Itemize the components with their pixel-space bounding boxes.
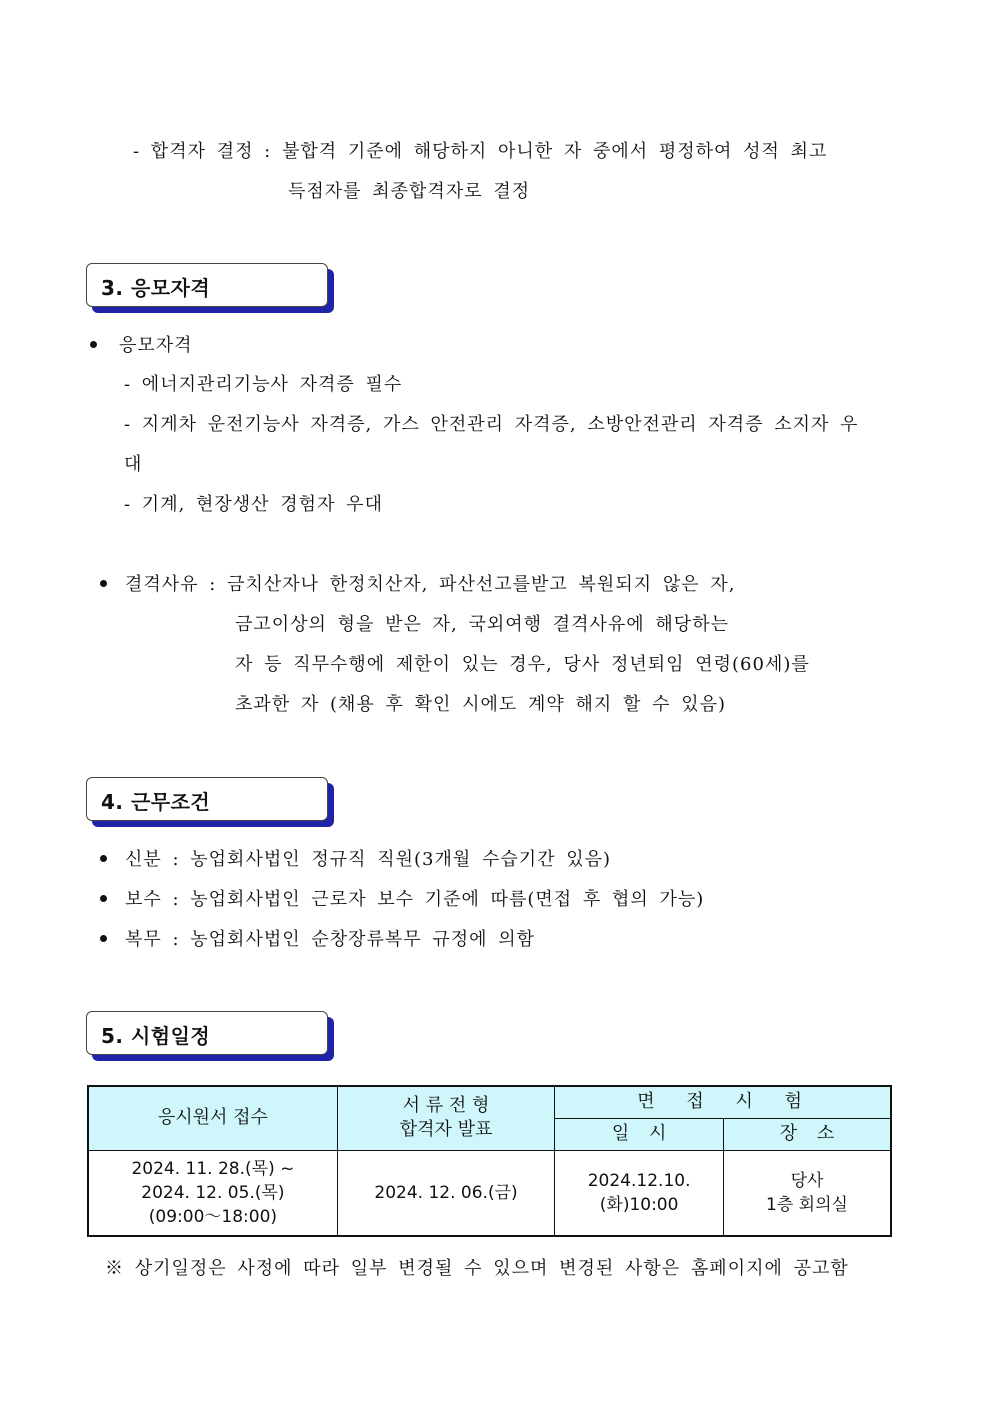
bullet-icon: [100, 935, 107, 942]
work-condition-1: [100, 848, 611, 872]
header-application: 응시원서 접수: [88, 1086, 337, 1150]
disqualification-line4: 초과한 자 (채용 후 확인 시에도 계약 해지 할 수 있음): [235, 694, 727, 715]
qualification-label: 응모자격: [119, 335, 193, 356]
header-datetime: 일 시: [555, 1118, 724, 1150]
application-start: 2024. 11. 28.(목) ~: [131, 1158, 295, 1179]
header-document-screening: [337, 1086, 554, 1150]
header-doc-line2: 합격자 발표: [399, 1119, 493, 1141]
disqualification-line2: 금고이상의 형을 받은 자, 국외여행 결격사유에 해당하는: [235, 614, 729, 635]
qualification-item-2-cont: 대: [124, 454, 143, 475]
cell-interview-place: [724, 1150, 892, 1236]
qualification-item-1: - 에너지관리기능사 자격증 필수: [124, 374, 403, 395]
section3-title: 3. 응모자격: [101, 276, 211, 300]
header-interview: 면 접 시 험: [555, 1086, 891, 1118]
place-line2: 1층 회의실: [766, 1194, 848, 1215]
qualification-bullet: [90, 334, 193, 358]
work-condition-1-text: 신분 : 농업회사법인 정규직 직원(3개월 수습기간 있음): [125, 849, 612, 870]
bullet-icon: [100, 895, 107, 902]
work-condition-3: [100, 928, 535, 952]
interview-date: 2024.12.10.: [587, 1170, 691, 1191]
work-condition-2: [100, 888, 704, 912]
application-end: 2024. 12. 05.(목): [141, 1182, 285, 1203]
header-doc-line1: 서 류 전 형: [402, 1095, 490, 1117]
section5-heading: [86, 1011, 328, 1055]
disqualification-text1: 결격사유 : 금치산자나 한정치산자, 파산선고를받고 복원되지 않은 자,: [125, 574, 736, 595]
cell-document-result-date: 2024. 12. 06.(금): [337, 1150, 554, 1236]
header-place: 장 소: [724, 1118, 892, 1150]
section3-heading: [86, 263, 328, 307]
disqualification-line1: [100, 573, 735, 597]
result-decision-line1: - 합격자 결정 : 불합격 기준에 해당하지 아니한 자 중에서 평정하여 성적 최고: [133, 141, 828, 162]
bullet-icon: [90, 341, 97, 348]
schedule-note: ※ 상기일정은 사정에 따라 일부 변경될 수 있으며 변경된 사항은 홈페이지에 공고함: [105, 1258, 849, 1279]
section4-title: 4. 근무조건: [101, 790, 211, 814]
disqualification-line3: 자 등 직무수행에 제한이 있는 경우, 당사 정년퇴임 연령(60세)를: [235, 654, 810, 675]
interview-time: (화)10:00: [599, 1194, 679, 1215]
section4-heading: [86, 777, 328, 821]
schedule-table: [87, 1085, 892, 1237]
application-hours: (09:00～18:00): [148, 1206, 278, 1227]
work-condition-2-text: 보수 : 농업회사법인 근로자 보수 기준에 따름(면접 후 협의 가능): [125, 889, 705, 910]
bullet-icon: [100, 580, 107, 587]
place-line1: 당사: [790, 1170, 824, 1191]
cell-application-period: [88, 1150, 337, 1236]
section5-title: 5. 시험일정: [101, 1024, 211, 1048]
qualification-item-2: - 지게차 운전기능사 자격증, 가스 안전관리 자격증, 소방안전관리 자격증 소지자 우: [124, 414, 859, 435]
qualification-item-3: - 기계, 현장생산 경험자 우대: [124, 494, 383, 515]
work-condition-3-text: 복무 : 농업회사법인 순창장류복무 규정에 의함: [125, 929, 536, 950]
cell-interview-datetime: [555, 1150, 724, 1236]
bullet-icon: [100, 855, 107, 862]
result-decision-line2: 득점자를 최종합격자로 결정: [288, 181, 531, 202]
